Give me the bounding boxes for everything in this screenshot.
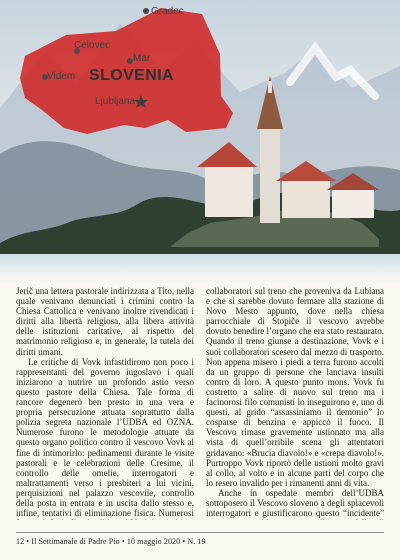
church-tower <box>260 129 280 223</box>
left-paragraph-2: Le critiche di Vovk infastidirono non poco i rappresentanti del governo iugoslavo i quali iniziarono a nutrire un profondo astio verso questo pastore della Chiesa. Tale forma di rancore degenerò ben presto in una vera e propria persecuzione attuata soprattutto dalla polizia segreta nazionale l’UDBA ed OZNA. Numerose furono le metodologie attuate da questo organo politico contro il vescovo Vovk al fine di intimorirlo: pedinamenti durante le visite pastorali e le celebrazioni delle Cresime, il controllo delle omelie, interrogatori e maltrattamenti verso i presbiteri a lui vicini, perquisizioni nel palazzo vescovile, controllo della posta in entrata e in uscita dallo stesso e, infine, tentativi di eliminazione fisica. Numerosi <box>16 356 194 519</box>
photo-fade <box>0 262 400 286</box>
page-footer <box>16 532 384 553</box>
island-house <box>332 188 374 218</box>
right-paragraph-2: Anche in ospedale membri dell’UDBA sottoposero il Vescovo sloveno a degli spiacevoli interrogatori e giustificarono questo “incidente” <box>206 487 384 519</box>
left-paragraph-1: Jerič una lettera pastorale indirizzata a Tito, nella quale venivano denunciati i crimini contro la Chiesa Cattolica e venivano inoltre rivendicati i diritti alla libertà religiosa, alla libera attività delle istituzioni caritative, al rispetto del matrimonio religioso e, in generale, la tutela dei diritti umani. <box>16 286 194 357</box>
footer-text: 12 • Il Settimanale di Padre Pio • 10 maggio 2020 • N. 19 <box>16 537 206 546</box>
gradec-marker <box>143 8 149 14</box>
spire-top <box>268 81 272 93</box>
article-body <box>16 286 384 520</box>
videm-label: Videm <box>47 71 76 82</box>
ljubljana-label: Ljubljana <box>95 96 136 107</box>
right-paragraph-1: collaboratori sul treno che proveniva da Lubiana e che si sarebbe dovuto fermare alla stazione di Novo Mesto appunto, dove nella chiesa parrocchiale di Stopiče il vescovo avrebbe dovuto benedire l’organo che era stato restaurato. Quando il treno giunse a destinazione, Vovk e i suoi collaboratori scesero dal mezzo di trasporto. Non appena misero i piedi a terra furono accolti da un gruppo di persone che lanciava insulti contro di loro. A questo punto mons. Vovk fu costretto a salire di nuovo sul treno ma i facinorosi filo comunisti lo inseguirono e, uno di questi, al grido “assassiniamo il demonio” lo cosparse di benzina e appiccò il fuoco. Il Vescovo rimase gravemente ustionato ma alla vista di quell’orribile scena gli attentatori gridavano: «Brucia diavolo!» e «crepa diavolo!». Purtroppo Vovk riportò delle ustioni molto gravi al collo, al volto e in alcune parti del corpo che lo resero invalido per i rimanenti anni di vita. <box>206 286 384 488</box>
left-column <box>16 286 194 520</box>
church-building-right <box>282 179 330 218</box>
gradec-label: Gradec <box>151 6 184 17</box>
celovec-label: Celovec <box>74 40 111 51</box>
right-column <box>206 286 384 520</box>
maribor-partial-label: Mar <box>133 53 151 64</box>
slovenia-label: SLOVENIA <box>89 67 174 84</box>
church-building-left <box>205 165 253 217</box>
